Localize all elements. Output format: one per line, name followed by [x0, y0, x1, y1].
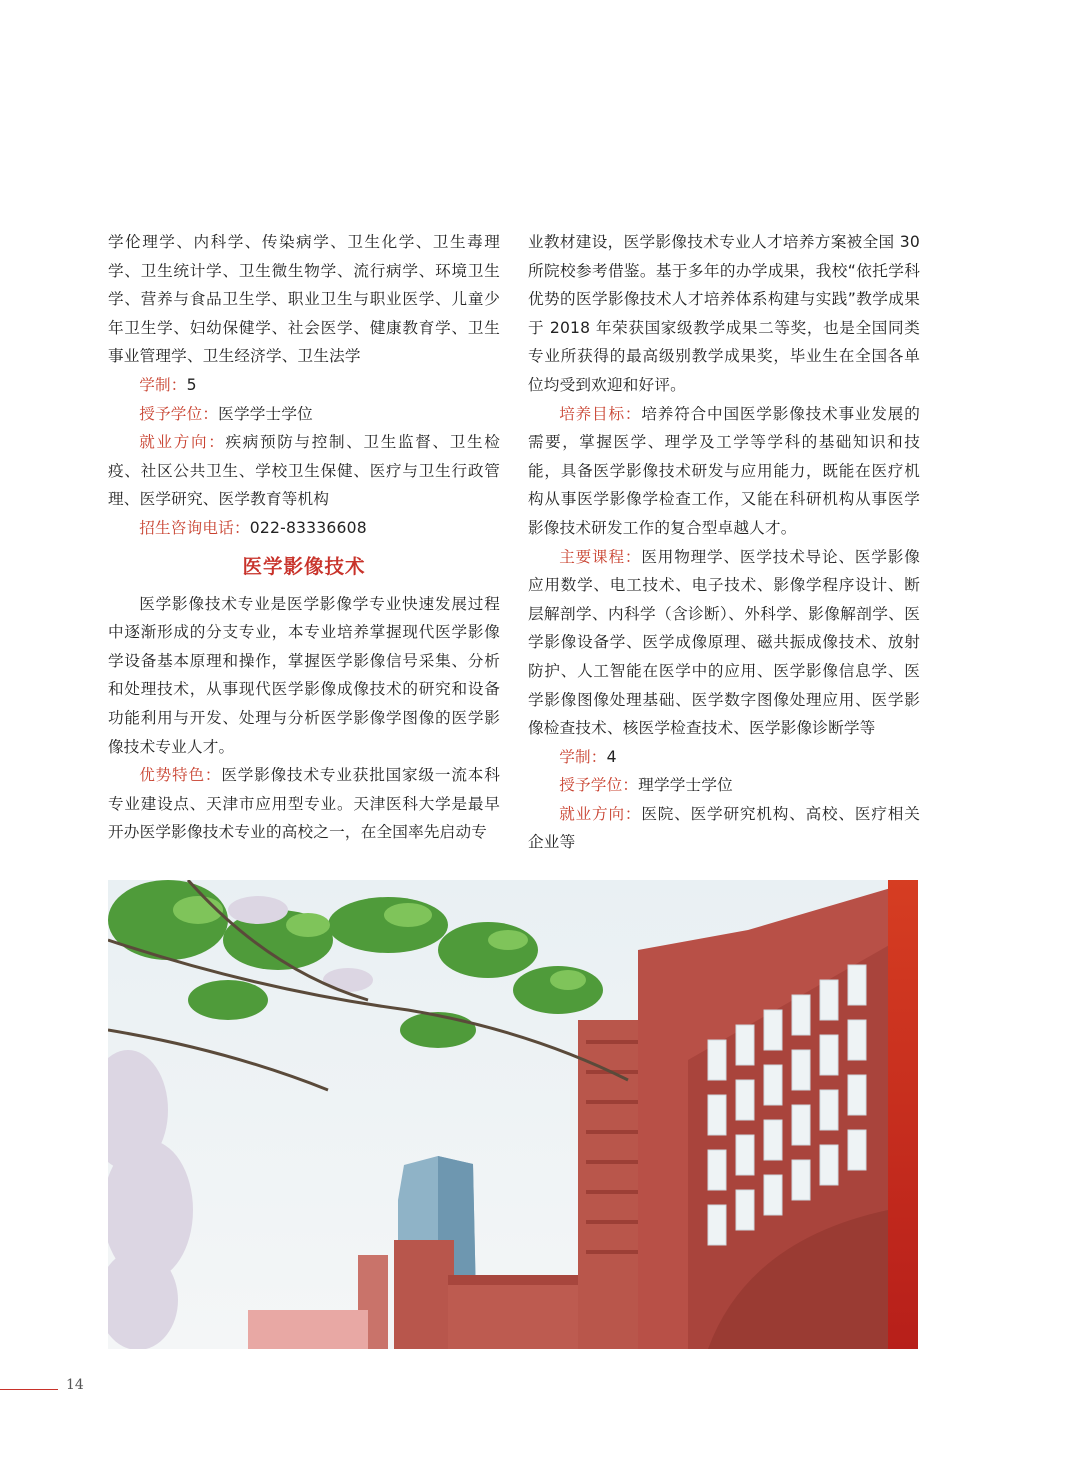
section-title: 医学影像技术 — [242, 554, 366, 578]
courses-value: 医用物理学、医学技术导论、医学影像应用数学、电工技术、电子技术、影像学程序设计、断层解剖学、内科学（含诊断）、外科学、影像解剖学、医学影像设备学、医学成像原理、磁共振成像技术、放射防护、人工智能在医学中的应用、医学影像信息学、医学影像图像处理基础、医学数字图像处理应用、医学影像检查技术、核医学检查技术、医学影像诊断学等 — [528, 547, 920, 738]
goal-label: 培养目标： — [559, 404, 642, 423]
low-building — [248, 1310, 368, 1349]
career-label: 就业方向： — [139, 433, 226, 452]
section-intro: 医学影像技术专业是医学影像学专业快速发展过程中逐渐形成的分支专业，本专业培养掌握现代医学影像学设备基本原理和操作，掌握医学影像信号采集、分析和处理技术，从事现代医学影像成像技术的研究和设备功能利用与开发、处理与分析医学影像学图像的医学影像技术专业人才。 — [108, 594, 500, 756]
right-column — [528, 228, 920, 857]
degree-value: 医学学士学位 — [218, 404, 313, 423]
advantage-line — [108, 761, 500, 847]
duration-label: 学制： — [139, 375, 187, 394]
degree-value-right: 理学学士学位 — [638, 776, 733, 795]
campus-photo — [108, 880, 918, 1349]
phone-value: 022-83336608 — [249, 518, 367, 537]
duration-value: 5 — [186, 375, 197, 394]
career-line — [108, 428, 500, 514]
duration-label-right: 学制： — [559, 747, 607, 766]
degree-label: 授予学位： — [139, 404, 219, 423]
duration-line — [108, 371, 500, 400]
duration-line-right — [528, 743, 920, 772]
left-column — [108, 228, 500, 847]
footer-rule — [0, 1389, 58, 1390]
degree-label-right: 授予学位： — [559, 776, 639, 795]
phone-line — [108, 514, 500, 543]
goal-line — [528, 400, 920, 543]
advantage-continued: 业教材建设，医学影像技术专业人才培养方案被全国 30 所院校参考借鉴。基于多年的办学成果，我校“依托学科优势的医学影像技术人才培养体系构建与实践”教学成果于 2018 年荣获国家级教学成果二等奖，也是全国同类专业所获得的最高级别教学成果奖，毕业生在全国各单位均受到欢迎和好评。 — [528, 233, 920, 394]
mid-building — [394, 1240, 454, 1349]
career-value: 疾病预防与控制、卫生监督、卫生检疫、社区公共卫生、学校卫生保健、医疗与卫生行政管理、医学研究、医学教育等机构 — [108, 433, 500, 509]
degree-line — [108, 400, 500, 429]
courses-line — [528, 543, 920, 743]
campus-illustration — [108, 880, 918, 1349]
career-line-right — [528, 800, 920, 857]
advantage-label: 优势特色： — [139, 766, 222, 785]
goal-value: 培养符合中国医学影像技术事业发展的需要，掌握医学、理学及工学等学科的基础知识和技能，具备医学影像技术研发与应用能力，既能在医疗机构从事医学影像学检查工作，又能在科研机构从事医学影像技术研发工作的复合型卓越人才。 — [528, 404, 920, 537]
intro-continued: 学伦理学、内科学、传染病学、卫生化学、卫生毒理学、卫生统计学、卫生微生物学、流行病学、环境卫生学、营养与食品卫生学、职业卫生与职业医学、儿童少年卫生学、妇幼保健学、社会医学、健康教育学、卫生事业管理学、卫生经济学、卫生法学 — [108, 233, 500, 366]
career-label-right: 就业方向： — [559, 804, 642, 823]
phone-label: 招生咨询电话： — [139, 518, 250, 537]
courses-label: 主要课程： — [559, 547, 642, 566]
mid-building-right — [448, 1275, 583, 1349]
page-number: 14 — [66, 1377, 84, 1393]
duration-value-right: 4 — [606, 747, 617, 766]
degree-line-right — [528, 771, 920, 800]
advantage-value: 医学影像技术专业获批国家级一流本科专业建设点、天津市应用型专业。天津医科大学是最早开办医学影像技术专业的高校之一，在全国率先启动专 — [108, 766, 500, 842]
career-value-right: 医院、医学研究机构、高校、医疗相关企业等 — [528, 804, 920, 852]
accent-bar — [888, 880, 918, 1349]
